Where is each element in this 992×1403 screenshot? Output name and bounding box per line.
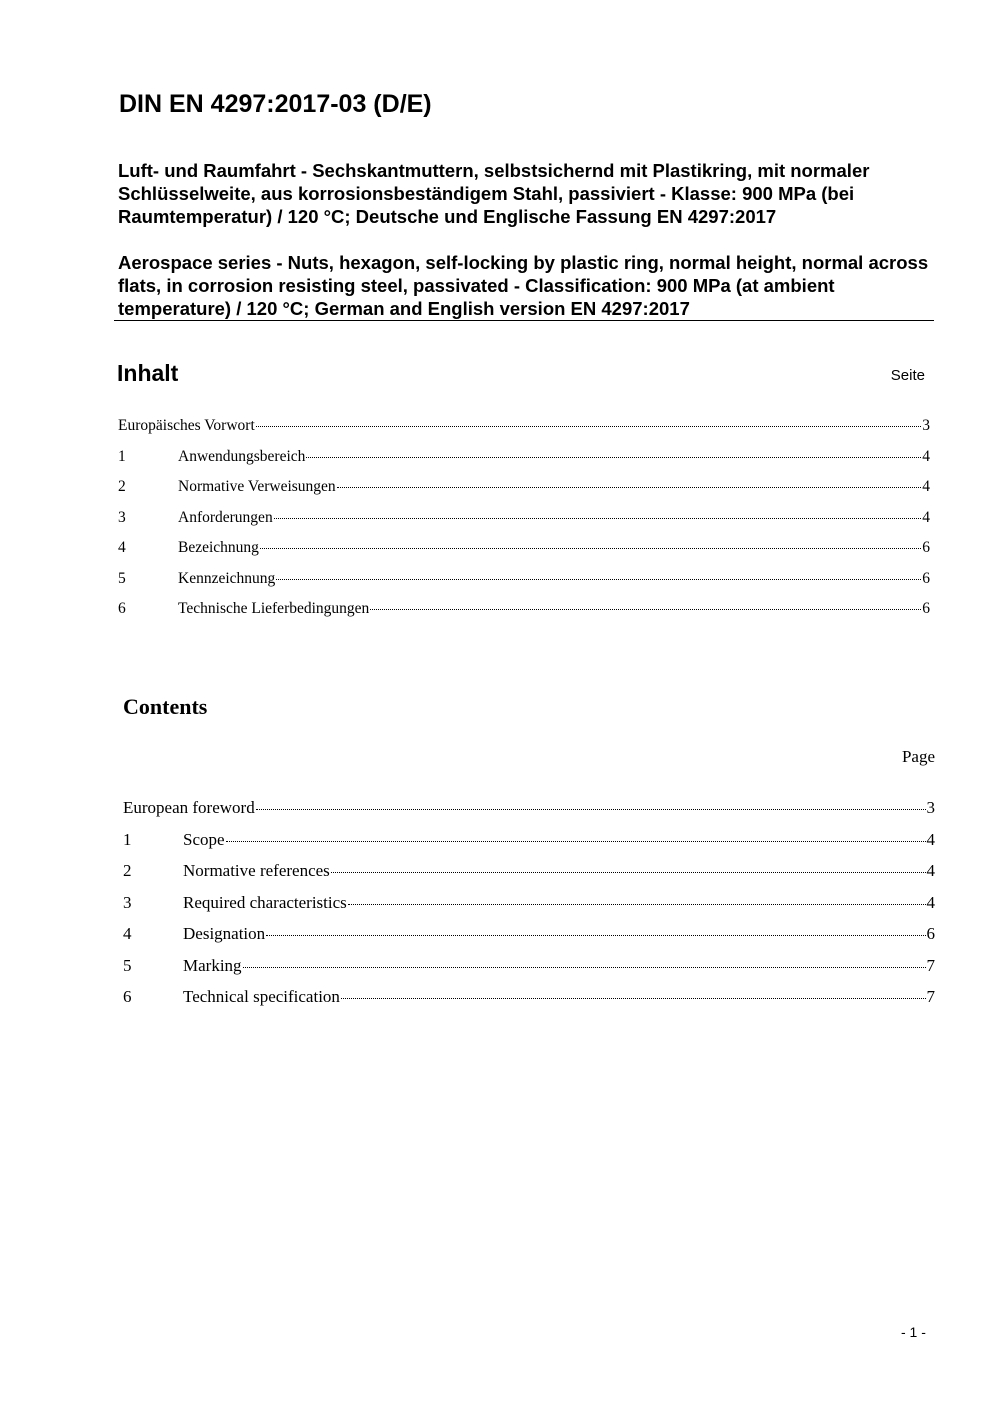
document-title: DIN EN 4297:2017-03 (D/E) [119, 90, 432, 118]
toc-entry-number: 2 [118, 478, 126, 495]
toc-entry-number: 4 [123, 924, 132, 943]
toc-entry-page: 4 [926, 892, 935, 912]
toc-entry[interactable] [123, 830, 935, 862]
toc-entry-number: 5 [118, 569, 126, 587]
toc-entry-page: 4 [926, 829, 935, 849]
toc-entry-title: Europäisches Vorwort [118, 417, 255, 434]
toc-entry-page: 6 [922, 569, 930, 587]
toc-leader [243, 967, 926, 968]
toc-leader [331, 872, 926, 873]
toc-entry[interactable] [118, 448, 930, 479]
toc-entry-title: European foreword [123, 798, 255, 817]
toc-entry-title: Scope [183, 829, 225, 849]
toc-entry-page: 3 [926, 798, 935, 817]
page-number: - 1 - [901, 1324, 926, 1340]
toc-entry-page: 3 [922, 417, 930, 434]
toc-entry-title: Bezeichnung [178, 539, 259, 556]
toc-entry-title: Technical specification [183, 987, 340, 1006]
toc-entry-title: Anforderungen [178, 508, 273, 526]
toc-entry-title: Normative references [183, 861, 330, 880]
toc-entry[interactable] [118, 600, 930, 631]
toc-heading-german: Inhalt [117, 360, 179, 386]
toc-entry-page: 4 [922, 447, 930, 465]
toc-entry[interactable] [118, 509, 930, 540]
toc-leader [256, 809, 926, 810]
toc-leader [274, 518, 922, 519]
toc-leader [341, 998, 926, 999]
toc-entry[interactable] [123, 798, 935, 830]
toc-entry-page: 6 [926, 924, 935, 943]
toc-leader [370, 609, 921, 610]
toc-entry-title: Marking [183, 955, 242, 975]
toc-entry[interactable] [123, 893, 935, 925]
toc-page-label-german: Seite [890, 367, 925, 384]
toc-entry-number: 2 [123, 861, 132, 880]
toc-leader [266, 935, 925, 936]
toc-entry[interactable] [123, 924, 935, 956]
toc-list-english [123, 798, 935, 1019]
toc-entry-number: 6 [123, 987, 132, 1006]
toc-leader [306, 457, 921, 458]
toc-entry-page: 6 [922, 600, 930, 617]
toc-entry-title: Designation [183, 924, 266, 943]
toc-entry[interactable] [118, 417, 930, 448]
subtitle-english: Aerospace series - Nuts, hexagon, self-locking by plastic ring, normal height, normal across flats, in corrosion resisting steel, passivated - Classification: 900 MPa (at ambient temperature) / 120 °C; German and English version EN 4297:2017 [118, 252, 929, 319]
toc-entry-number: 5 [123, 955, 132, 975]
toc-entry-title: Technische Lieferbedingungen [178, 600, 370, 617]
toc-entry-number: 4 [118, 539, 126, 556]
toc-entry-title: Normative Verweisungen [178, 478, 336, 495]
toc-entry-page: 4 [922, 508, 930, 526]
toc-entry-number: 3 [118, 508, 126, 526]
toc-entry-page: 7 [926, 987, 935, 1006]
toc-entry[interactable] [123, 956, 935, 988]
toc-leader [256, 426, 921, 427]
toc-entry-number: 1 [123, 829, 132, 849]
toc-heading-english: Contents [123, 694, 208, 719]
toc-entry-number: 1 [118, 447, 126, 465]
toc-page-label-english: Page [901, 747, 935, 766]
toc-leader [276, 579, 921, 580]
toc-leader [260, 548, 921, 549]
toc-leader [348, 904, 926, 905]
toc-entry-page: 6 [922, 539, 930, 556]
toc-entry[interactable] [118, 570, 930, 601]
toc-entry-number: 3 [123, 892, 132, 912]
toc-leader [337, 487, 922, 488]
toc-entry[interactable] [118, 478, 930, 509]
toc-list-german [118, 417, 930, 631]
toc-entry-title: Required characteristics [183, 892, 347, 912]
subtitle-german: Luft- und Raumfahrt - Sechskantmuttern, selbstsichernd mit Plastikring, mit normaler Schlüsselweite, aus korrosionsbeständigem Stahl, passiviert - Klasse: 900 MPa (bei Raumtemperatur) / 120 °C; Deutsche und Englische Fassung EN 4297:2017 [118, 160, 870, 227]
toc-entry[interactable] [123, 861, 935, 893]
toc-entry-page: 7 [926, 955, 935, 975]
toc-entry[interactable] [123, 987, 935, 1019]
toc-entry-title: Anwendungsbereich [178, 447, 306, 465]
title-divider [114, 320, 934, 321]
toc-entry[interactable] [118, 539, 930, 570]
toc-leader [226, 841, 926, 842]
toc-entry-page: 4 [926, 861, 935, 880]
toc-entry-title: Kennzeichnung [178, 569, 276, 587]
toc-entry-page: 4 [922, 478, 930, 495]
toc-entry-number: 6 [118, 600, 126, 617]
